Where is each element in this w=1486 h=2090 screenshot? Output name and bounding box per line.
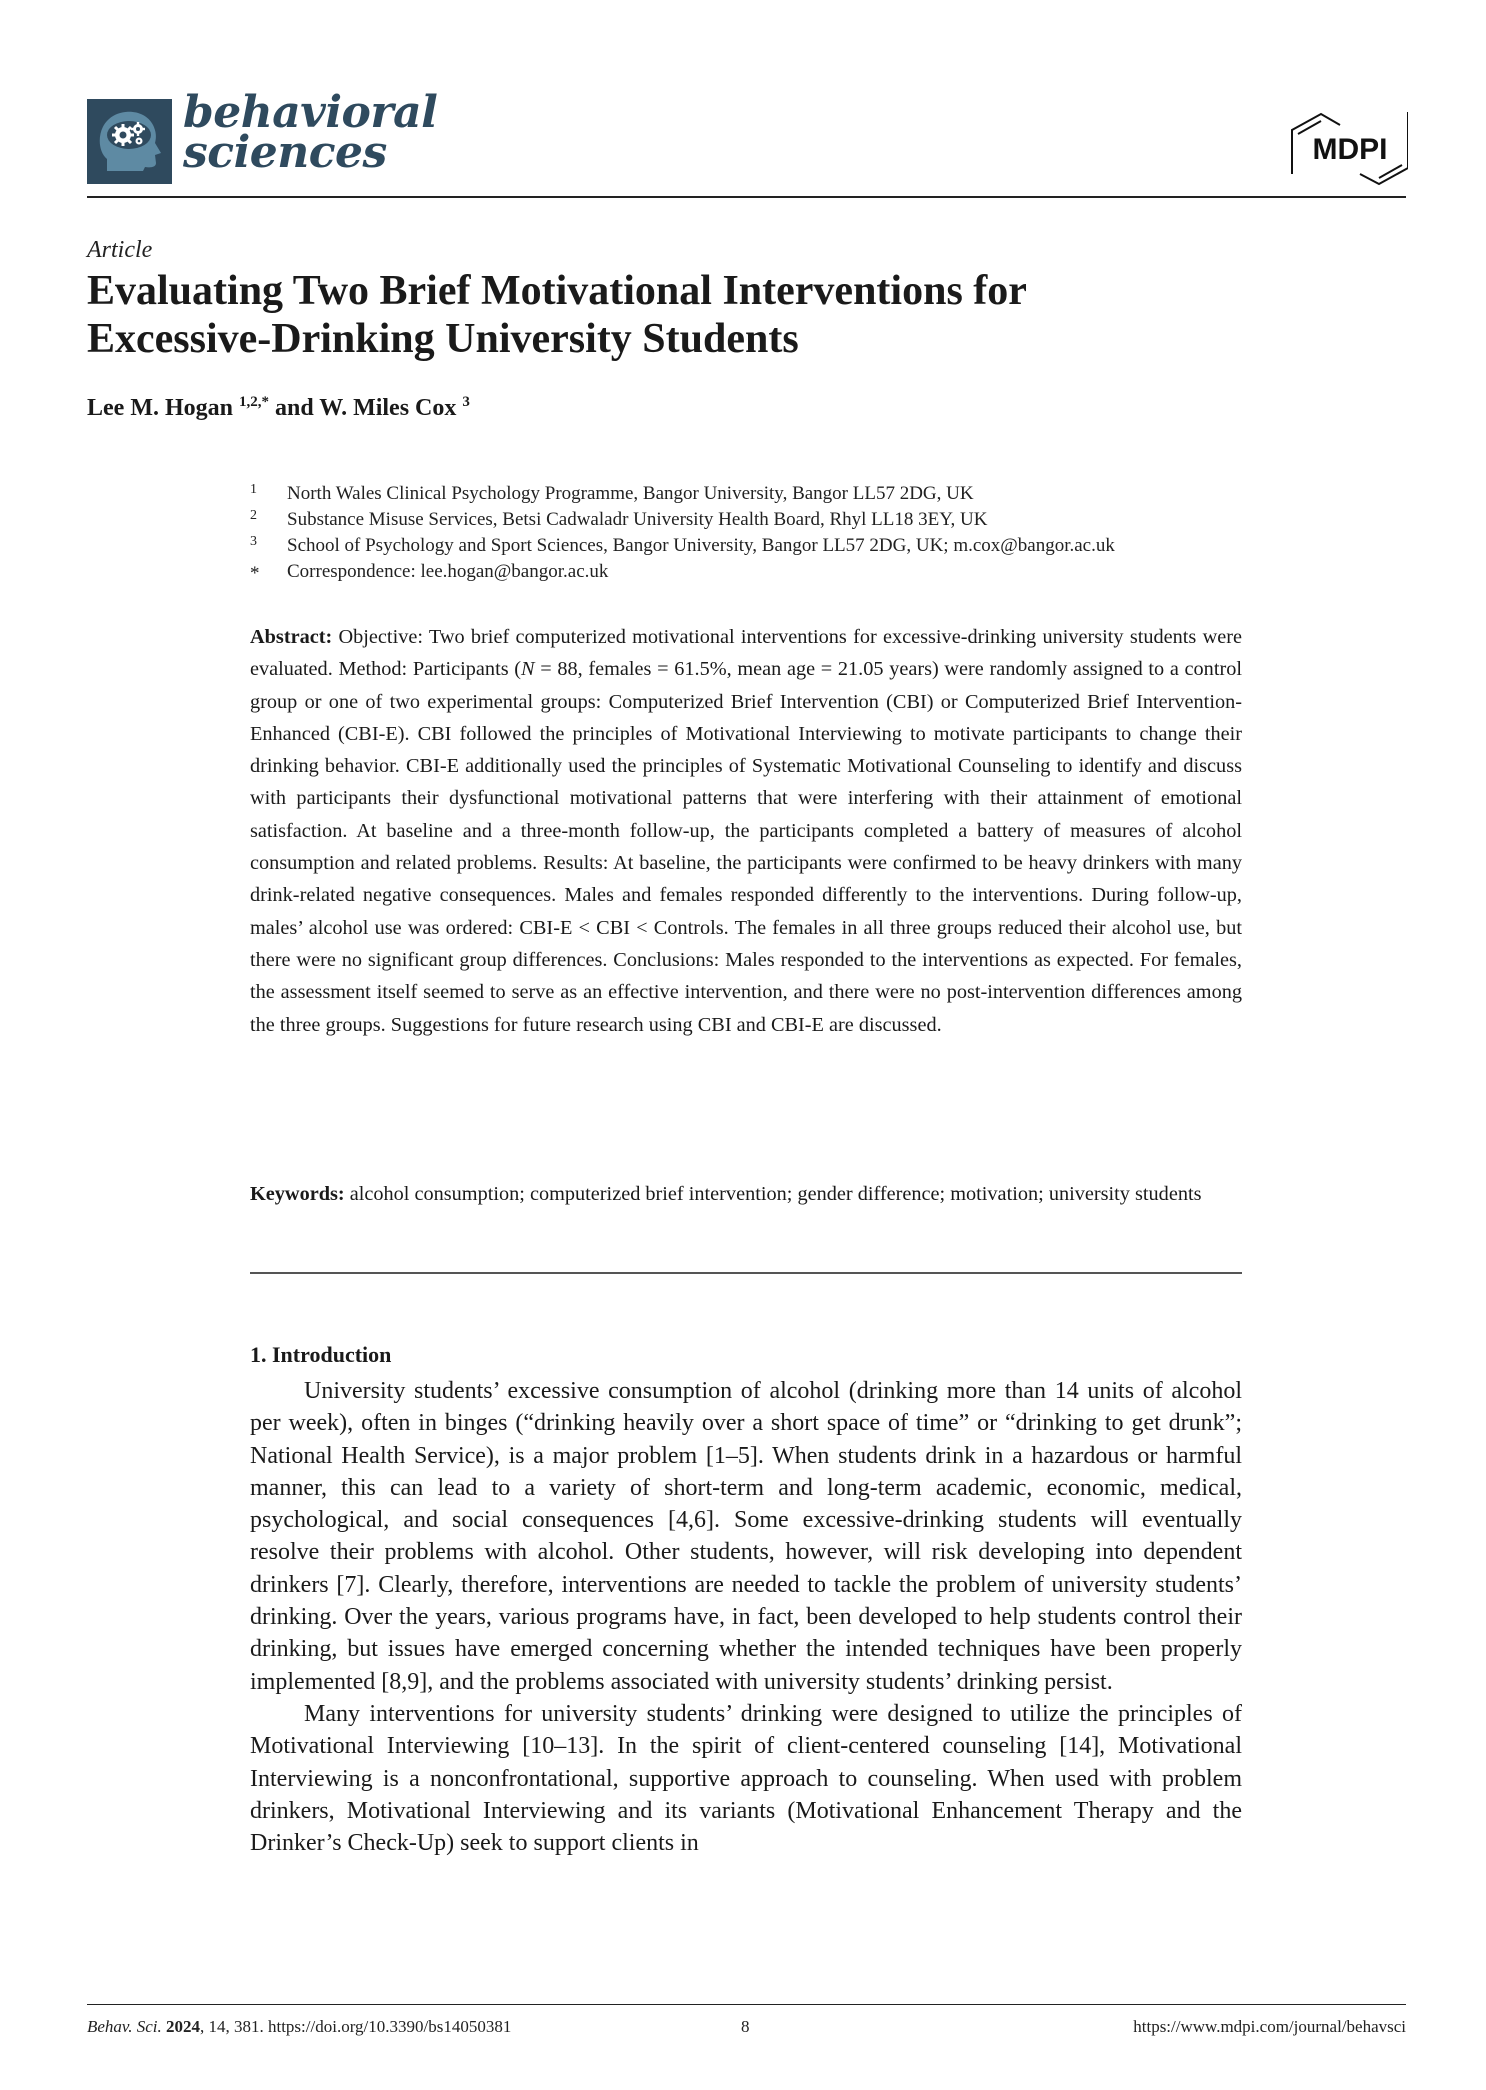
journal-url-link[interactable]: https://www.mdpi.com/journal/behavsci: [1133, 2017, 1406, 2036]
correspondence-item: [250, 559, 1250, 585]
abstract-label: Abstract:: [250, 626, 333, 648]
correspondence-text: Correspondence: lee.hogan@bangor.ac.uk: [287, 561, 609, 582]
keywords: [250, 1178, 1242, 1210]
affiliation-mark: 1: [250, 482, 257, 497]
article-type: Article: [87, 237, 153, 263]
publication-year: 2024: [165, 2017, 200, 2036]
mdpi-hexagon-icon: [1290, 112, 1408, 186]
mdpi-logo-text: MDPI: [1312, 133, 1388, 166]
page-number: 8: [741, 2017, 750, 2036]
footer-divider: [87, 2004, 1406, 2005]
author-connector: and: [274, 395, 314, 421]
correspondence-mark: *: [250, 563, 260, 584]
volume-article: , 14, 381.: [199, 2017, 268, 2036]
affiliation-mark: 2: [250, 508, 257, 523]
abstract-text-cont: = 88, females = 61.5%, mean age = 21.05 years) were randomly assigned to a control group or one of two experimental groups: Computerized Brief Intervention (CBI) or Computerized Brief Intervention-Enhanced (CBI-E). CBI followed the principles of Motivational Interviewing to motivate participants to change their drinking behavior. CBI-E additionally used the principles of Systematic Motivational Counseling to identify and discuss with participants their dysfunctional motivational patterns that were interfering with their attainment of emotional satisfaction. At baseline and a three-month follow-up, the participants completed a battery of measures of alcohol consumption and related problems. Results: At baseline, the participants were confirmed to be heavy drinkers with many drink-related negative consequences. Males and females responded differently to the interventions. During follow-up, males’ alcohol use was ordered: CBI-E < CBI < Controls. The females in all three groups reduced their alcohol use, but there were no significant group differences. Conclusions: Males responded to the interventions as expected. For females, the assessment itself seemed to serve as an effective intervention, and there were no post-intervention differences among the three groups. Suggestions for future research using CBI and CBI-E are discussed.: [250, 658, 1242, 1036]
abstract: [250, 621, 1242, 1041]
abstract-text: Objective: Two brief computerized motivational interventions for excessive-drinking university students were evaluated. Method: Participants (: [250, 626, 1242, 681]
author-list: [87, 395, 470, 422]
author-affiliation-marks: 1,2,*: [238, 394, 269, 410]
body-paragraph: University students’ excessive consumption of alcohol (drinking more than 14 units of alcohol per week), often in binges (“drinking heavily over a short space of time” or “drinking to get drunk”; National Health Service), is a major problem [1–5]. When students drink in a hazardous or harmful manner, this can lead to a variety of short-term and long-term academic, economic, medical, psychological, and social consequences [4,6]. Some excessive-drinking students will eventually resolve their problems with alcohol. Other students, however, will risk developing into dependent drinkers [7]. Clearly, therefore, interventions are needed to tackle the problem of university students’ drinking. Over the years, various programs have, in fact, been developed to help students control their drinking, but issues have emerged concerning whether the intended techniques have been properly implemented [8,9], and the problems associated with university students’ drinking persist.: [250, 1378, 1242, 1695]
body-paragraph: Many interventions for university students’ drinking were designed to utilize the principles of Motivational Interviewing [10–13]. In the spirit of client-centered counseling [14], Motivational Interviewing is a nonconfrontational, supportive approach to counseling. When used with problem drinkers, Motivational Interviewing and its variants (Motivational Enhancement Therapy and the Drinker’s Check-Up) seek to support clients in: [250, 1700, 1242, 1857]
affiliation-item: [250, 533, 1250, 559]
journal-name-line2: sciences: [183, 127, 387, 178]
affiliation-item: [250, 507, 1250, 533]
mdpi-logo: [1290, 112, 1408, 186]
title-line2: Excessive-Drinking University Students: [87, 316, 799, 362]
author-name[interactable]: W. Miles Cox: [319, 395, 457, 421]
affiliations: [250, 481, 1250, 585]
doi-link[interactable]: https://doi.org/10.3390/bs14050381: [267, 2017, 512, 2036]
affiliation-text: North Wales Clinical Psychology Programme, Bangor University, Bangor LL57 2DG, UK: [287, 483, 974, 504]
author-name[interactable]: Lee M. Hogan: [87, 395, 233, 421]
affiliation-text: Substance Misuse Services, Betsi Cadwaladr University Health Board, Rhyl LL18 3EY, UK: [287, 509, 988, 530]
journal-logo: [87, 99, 172, 184]
affiliation-mark: 3: [250, 534, 257, 549]
article-title: [87, 267, 1287, 363]
affiliation-item: [250, 481, 1250, 507]
affiliation-text: School of Psychology and Sport Sciences, Bangor University, Bangor LL57 2DG, UK; m.cox@bangor.ac.uk: [287, 535, 1115, 556]
head-gears-icon: [87, 99, 172, 184]
abstract-divider: [250, 1272, 1242, 1274]
keywords-text: alcohol consumption; computerized brief intervention; gender difference; motivation; university students: [344, 1183, 1202, 1205]
abstract-n-symbol: N: [521, 658, 535, 681]
citation-footer: [87, 2017, 511, 2037]
journal-name: [183, 87, 438, 178]
introduction-body: [250, 1375, 1242, 1859]
journal-name-line1: behavioral: [183, 87, 438, 138]
title-line1: Evaluating Two Brief Motivational Interventions for: [87, 268, 1027, 314]
author-affiliation-marks: 3: [462, 394, 470, 410]
keywords-label: Keywords:: [250, 1183, 345, 1205]
header-divider: [87, 196, 1406, 198]
journal-abbrev: Behav. Sci.: [87, 2017, 162, 2036]
section-heading-introduction: 1. Introduction: [250, 1342, 392, 1367]
